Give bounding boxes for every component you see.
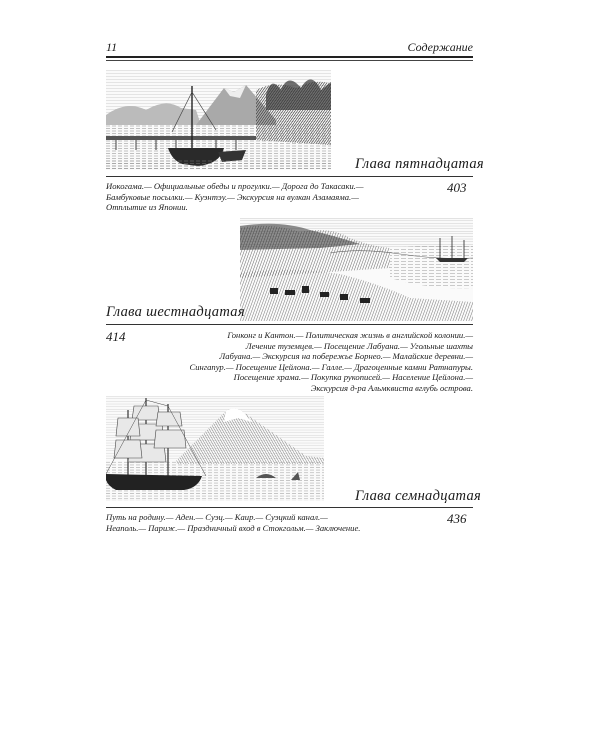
chapter-description — [175, 330, 473, 394]
description-line: Посещение храма.— Покупка рукописей.— Население Цейлона.— — [233, 372, 473, 383]
coastal-town-engraving — [240, 218, 473, 321]
description-line: Гонконг и Кантон.— Политическая жизнь в английской колонии.— — [227, 330, 473, 340]
ship-volcano-engraving — [106, 396, 324, 501]
chapter-page-number: 403 — [447, 180, 467, 195]
page-number: 11 — [106, 40, 118, 54]
chapter-rule — [106, 507, 473, 508]
description-line: Лабуана.— Экскурсия на побережье Борнео.— Малайские деревни.— — [219, 351, 473, 362]
header-rule-thin — [106, 60, 473, 61]
section-title: Содержание — [407, 40, 473, 54]
running-header — [106, 40, 473, 54]
header-rule-thick — [106, 56, 473, 58]
description-line: Путь на родину.— Аден.— Суэц.— Каир.— Суэцкий канал.— — [106, 512, 328, 522]
description-line: Иокогама.— Официальные обеды и прогулки.— Дорога до Такасаки.— — [106, 181, 364, 191]
description-line: Бамбуковые посылки.— Куэнтэу.— Экскурсия на вулкан Азамаяма.— — [106, 191, 359, 202]
chapter-description — [106, 181, 364, 213]
chapter-page-number: 414 — [106, 329, 126, 344]
description-line: Отплытие из Японии. — [106, 202, 188, 213]
description-line: Лечение туземцев.— Посещение Лабуана.— Угольные шахты — [245, 340, 473, 351]
harbor-sailboat-engraving — [106, 70, 331, 170]
description-line: Неаполь.— Париж.— Праздничный вход в Стокгольм.— Заключение. — [106, 522, 361, 533]
description-line: Экскурсия д-ра Альмквиста вглубь острова. — [310, 382, 473, 393]
chapter-title: Глава семнадцатая — [355, 488, 482, 504]
chapter-rule — [106, 176, 473, 177]
chapter-title: Глава пятнадцатая — [355, 156, 484, 172]
chapter-title: Глава шестнадцатая — [106, 304, 245, 320]
chapter-rule — [106, 324, 473, 325]
description-line: Сингапур.— Посещение Цейлона.— Галле.— Драгоценные камни Ратнапуры. — [189, 361, 473, 372]
chapter-description — [106, 512, 360, 533]
chapter-page-number: 436 — [447, 511, 467, 526]
